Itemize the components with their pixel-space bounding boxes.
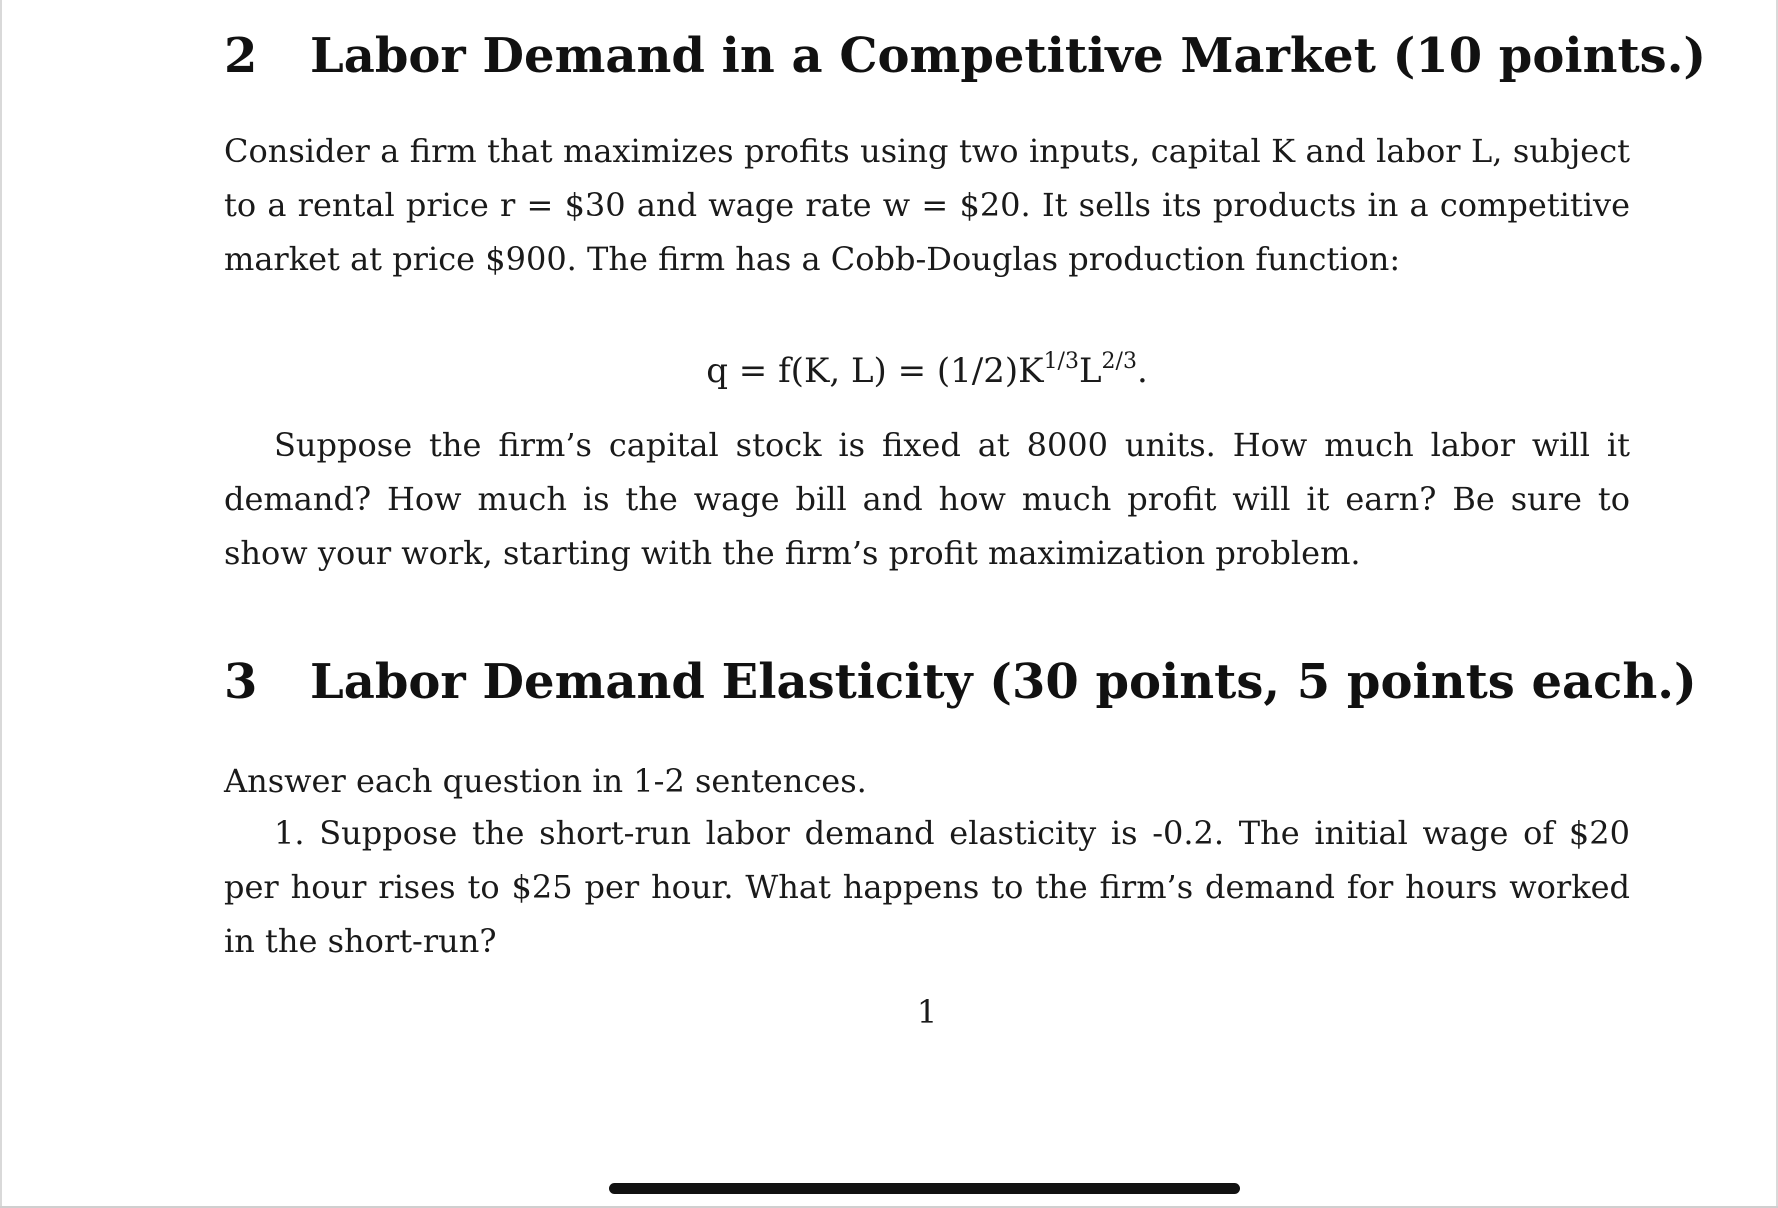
equation-var-l: L xyxy=(1078,351,1102,391)
exponent-k: 1/3 xyxy=(1043,349,1079,374)
section-2-number: 2 xyxy=(224,28,258,84)
equation-main: q = f(K, L) = (1/2)K xyxy=(706,351,1044,391)
production-function-equation xyxy=(224,346,1630,396)
section-3-heading xyxy=(224,654,1697,710)
section-2-title: Labor Demand in a Competitive Market (10 points.) xyxy=(310,28,1707,84)
section-2-heading xyxy=(224,28,1707,84)
section-3-question-1: 1. Suppose the short-run labor demand elasticity is -0.2. The initial wage of $20 per hour rises to $25 per hour. What happens to the firm’s demand for hours worked in the short-run? xyxy=(224,814,1630,960)
section-2-question: Suppose the firm’s capital stock is fixed at 8000 units. How much labor will it demand? How much is the wage bill and how much profit will it earn? Be sure to show your work, starting with the firm’s profit maximization problem. xyxy=(224,426,1630,572)
section-3-title: Labor Demand Elasticity (30 points, 5 points each.) xyxy=(310,654,1697,710)
page-left-edge xyxy=(0,0,2,1208)
page-number: 1 xyxy=(916,993,938,1031)
section-3-instruction: Answer each question in 1-2 sentences. xyxy=(224,762,867,800)
equation-end: . xyxy=(1136,351,1148,391)
section-2-intro: Consider a firm that maximizes profits using two inputs, capital K and labor L, subject to a rental price r = $30 and wage rate w = $20. It sells its products in a competitive market at price $900. The firm has a Cobb-Douglas production function: xyxy=(224,132,1630,278)
home-indicator-bar[interactable] xyxy=(609,1183,1240,1194)
section-3-number: 3 xyxy=(224,654,258,710)
exponent-l: 2/3 xyxy=(1101,349,1137,374)
